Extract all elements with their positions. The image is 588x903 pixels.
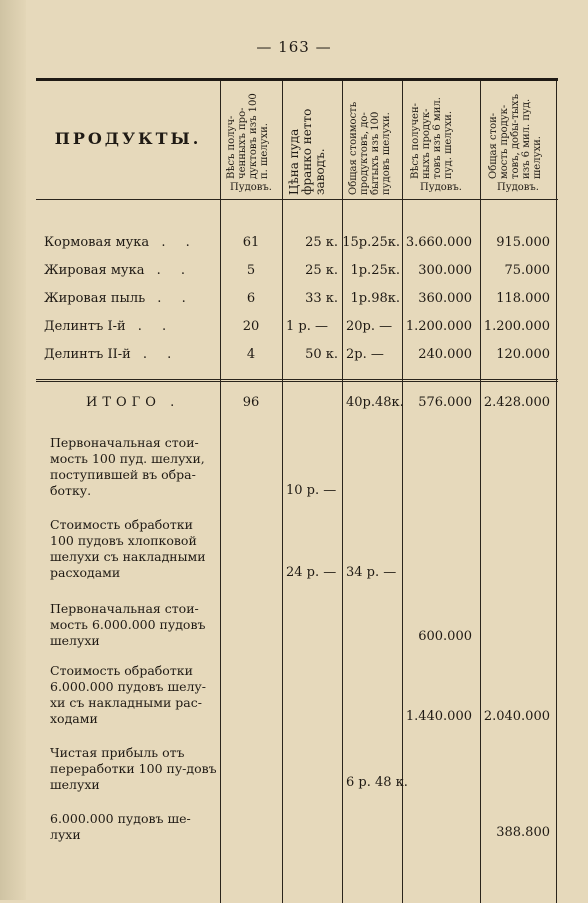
- cost6m-cell: 1.200.000: [483, 319, 550, 334]
- weight6m-cell: 3.660.000: [405, 235, 472, 250]
- note-net-profit-6m: 6.000.000 пудовъ ше-лухи: [50, 811, 191, 842]
- cost100-cell: 15р.25к.: [342, 235, 400, 250]
- product-name: Жировая мука: [44, 263, 145, 278]
- note-cost6m: 2.040.000: [483, 709, 550, 724]
- total-cost100: 40р.48к.: [346, 395, 404, 410]
- weight6m-cell: 1.200.000: [405, 319, 472, 334]
- weight6m-cell: 240.000: [418, 347, 472, 362]
- column-rule: [220, 81, 221, 903]
- header-col-weight-unit: Пудовъ.: [230, 182, 272, 193]
- header-col-price: Цѣна пуда франко нетто заводъ.: [287, 108, 327, 195]
- header-col-weight6m-unit: Пудовъ.: [420, 182, 462, 193]
- column-rule: [480, 81, 481, 903]
- cost100-cell: 20р. —: [346, 319, 393, 334]
- note-processing-cost-100: Стоимость обработки 100 пудовъ хлопковой шелухи съ накладными расходами: [50, 517, 206, 580]
- price-cell: 33 к.: [305, 291, 338, 306]
- note-cost6m: 388.800: [496, 825, 550, 840]
- header-rule: [36, 199, 558, 200]
- page-number: — 163 —: [256, 38, 332, 56]
- note-initial-cost-100: Первоначальная стои-мость 100 пуд. шелухи, поступившей въ обра-ботку.: [50, 435, 205, 498]
- page-edge: [0, 0, 26, 900]
- cost100-cell: 2р. —: [346, 347, 384, 362]
- header-col-cost100: Общая стоимость продуктовъ, до-бытыхъ изъ 100 пудовъ шелухи.: [348, 101, 392, 195]
- price-cell: 50 к.: [305, 347, 338, 362]
- note-weight6m: 600.000: [418, 629, 472, 644]
- note-net-profit-100: Чистая прибыль отъ переработки 100 пу-довъ шелухи: [50, 745, 217, 792]
- note-weight6m: 1.440.000: [405, 709, 472, 724]
- header-col-cost6m-unit: Пудовъ.: [497, 182, 539, 193]
- price-cell: 25 к.: [305, 263, 338, 278]
- cost6m-cell: 120.000: [496, 347, 550, 362]
- note-cost100: 6 р. 48 к.: [346, 775, 408, 790]
- header-col-weight6m: Вѣсъ получен-ныхъ продук-товъ изъ 6 мил. пуд. шелухи.: [410, 97, 454, 179]
- weight-cell: 5: [246, 263, 256, 278]
- weight-cell: 61: [242, 235, 260, 250]
- total-rule: [36, 379, 558, 382]
- product-name: Кормовая мука: [44, 235, 150, 250]
- header-col-weight: Вѣсъ получ-ченныхъ про-дуктовъ изъ 100 п. шелухи.: [226, 93, 270, 179]
- note-price: 24 р. —: [286, 565, 337, 580]
- products-table: ПРОДУКТЫ. Вѣсъ получ-ченныхъ про-дуктовъ изъ 100 п. шелухи. Пудовъ. Цѣна пуда франко нетто заводъ. Общая стоимость продуктовъ, до-бытыхъ изъ 100 пудовъ шелухи. Вѣсъ получен-ныхъ продук-товъ изъ 6 мил. пуд. шелухи. Пудовъ. Общая стои-мость продук-товъ, добы-тыхъ изъ 6 мил. пуд. шелухи. Пудовъ. Кормовая мука . . 61 25 к. 15р.25к. 3.660.000 915.000 Жировая мука . . 5 25 к. 1р.25к. 300.000 75.000 Жировая пыль . . 6 33 к. 1р.98к. 360.000 118.000 Делинтъ I-й . . 20 1 р. — 20р. — 1.200.000 1.200.000 Делинтъ II-й . . 4 50 к. 2р. — 240.000 120.000 ИТОГО . 96 40р.48к. 576.000 2.428.000 Первоначальная стои-мость 100 пуд. шелухи, поступившей въ обра-ботку. 10 р. — Стоимость обработки 100 пудовъ хлопковой шелухи съ накладными расходами 24 р. — 34 р. — Первоначальная стои-мость 6.000.000 пудовъ шелухи 600.000 Стоимость обработки 6.000.000 пудовъ шелу-хи съ накладными рас-ходами 1.440.000 2.040.000 Чистая прибыль отъ переработки 100 пу-довъ шелухи 6 р. 48 к. 6.000.000 пудовъ ше-лухи 388.800: [36, 78, 558, 903]
- product-name: Делинтъ I-й: [44, 319, 126, 334]
- price-cell: 25 к.: [305, 235, 338, 250]
- cost6m-cell: 75.000: [504, 263, 550, 278]
- column-rule: [556, 81, 557, 903]
- cost100-cell: 1р.25к.: [350, 263, 400, 278]
- cost100-cell: 1р.98к.: [350, 291, 400, 306]
- product-name: Жировая пыль: [44, 291, 146, 306]
- weight-cell: 6: [246, 291, 256, 306]
- total-label: ИТОГО: [86, 395, 161, 410]
- cost6m-cell: 915.000: [496, 235, 550, 250]
- header-col-cost6m: Общая стои-мость продук-товъ, добы-тыхъ изъ 6 мил. пуд. шелухи.: [488, 94, 543, 179]
- weight6m-cell: 360.000: [418, 291, 472, 306]
- total-weight6m: 576.000: [418, 395, 472, 410]
- weight6m-cell: 300.000: [418, 263, 472, 278]
- header-products: ПРОДУКТЫ.: [54, 129, 202, 148]
- cost6m-cell: 118.000: [496, 291, 550, 306]
- price-cell: 1 р. —: [286, 319, 328, 334]
- column-rule: [282, 81, 283, 903]
- product-name: Делинтъ II-й: [44, 347, 131, 362]
- weight-cell: 4: [246, 347, 256, 362]
- note-processing-cost-6m: Стоимость обработки 6.000.000 пудовъ шелу-хи съ накладными рас-ходами: [50, 663, 206, 726]
- weight-cell: 20: [242, 319, 260, 334]
- note-cost100: 34 р. —: [346, 565, 397, 580]
- column-rule: [342, 81, 343, 903]
- total-weight: 96: [242, 395, 260, 410]
- note-price: 10 р. —: [286, 483, 337, 498]
- note-initial-cost-6m: Первоначальная стои-мость 6.000.000 пудовъ шелухи: [50, 601, 206, 648]
- total-cost6m: 2.428.000: [483, 395, 550, 410]
